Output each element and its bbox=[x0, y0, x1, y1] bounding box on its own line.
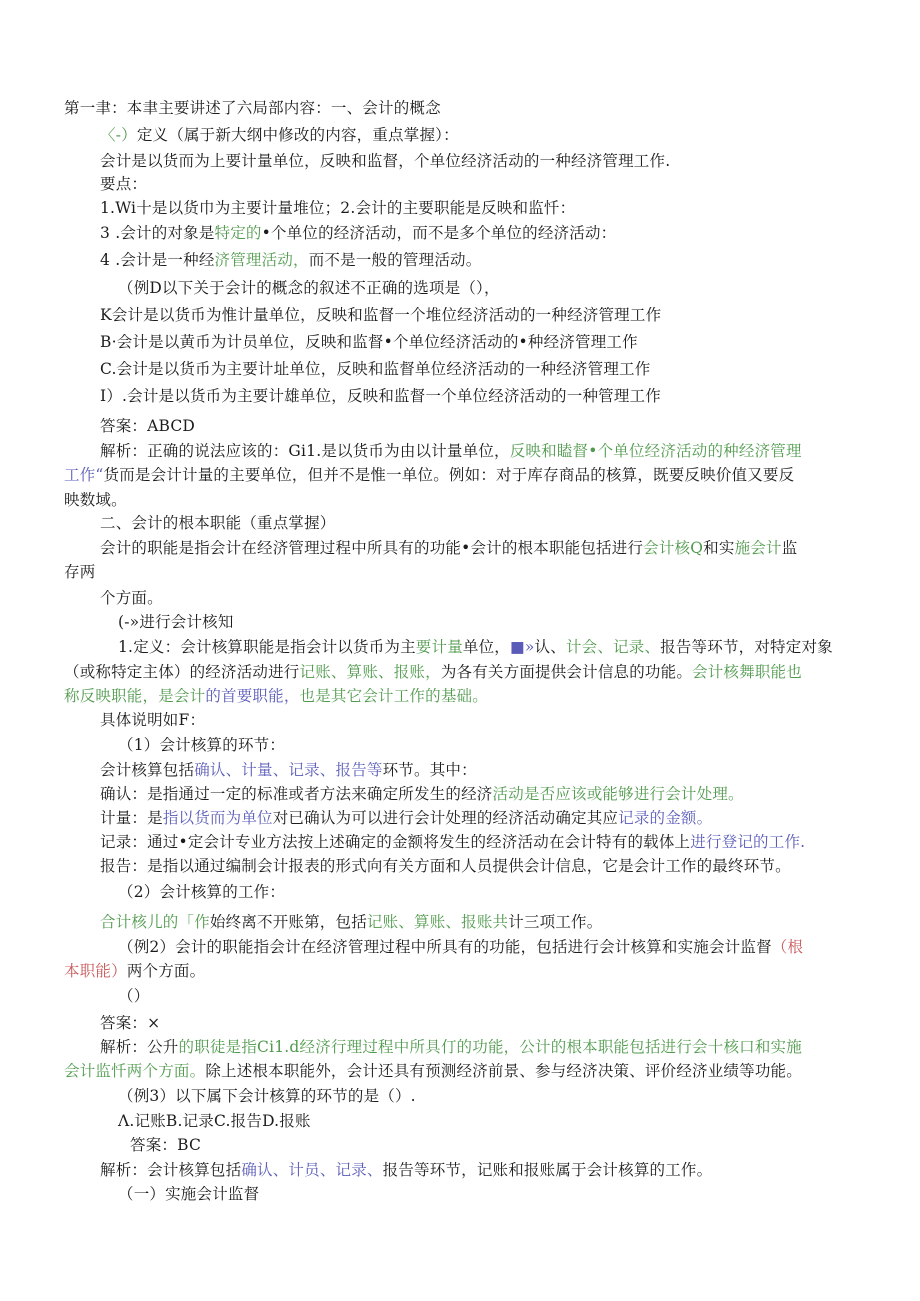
text-segment: 要计量 bbox=[415, 638, 463, 656]
text-segment: 要点： bbox=[100, 175, 148, 193]
text-line bbox=[100, 1037, 802, 1057]
text-segment: 单位， bbox=[462, 638, 511, 656]
text-segment: 工作“ bbox=[64, 466, 104, 484]
text-segment: 记账、算账、报账， bbox=[299, 663, 441, 681]
text-segment: 报告等环节，记账和报账属于会计核算的工作。 bbox=[382, 1161, 713, 1179]
text-segment: K会计是以货币为惟计量单位，反映和监督一个堆位经济活动的一种经济管理工作 bbox=[100, 306, 662, 324]
text-segment: 会计核Q bbox=[643, 539, 704, 557]
text-line bbox=[100, 832, 805, 852]
text-segment: 指以货而为单位 bbox=[162, 809, 273, 827]
text-line bbox=[64, 465, 794, 485]
text-line bbox=[64, 686, 488, 706]
text-segment: （） bbox=[118, 987, 150, 1005]
text-segment: 具体说明如F： bbox=[100, 711, 206, 729]
text-segment: 活动是否应该或能够进行会计处理。 bbox=[492, 785, 744, 803]
text-segment: 合计核儿的「作 bbox=[100, 913, 210, 931]
text-segment: Λ.记账B.记录C.报告D.报账 bbox=[118, 1112, 311, 1130]
text-line bbox=[130, 1135, 201, 1155]
text-segment: 特定的 bbox=[214, 224, 262, 242]
text-line bbox=[100, 386, 661, 406]
text-segment: 记录：通过•定会计专业方法按上述确定的金额将发生的经济活动在会计特有的载体上 bbox=[100, 833, 691, 851]
text-segment: 1.Wi十是以货巾为主要计量堆位；2.会计的主要职能是反映和监忏： bbox=[100, 199, 576, 217]
text-segment: 称反映职能，是会计 bbox=[64, 687, 206, 705]
text-line bbox=[100, 513, 336, 533]
text-line bbox=[118, 986, 149, 1006]
text-line bbox=[100, 856, 791, 876]
text-segment: 计会、记录、 bbox=[565, 638, 661, 656]
text-segment: 除上述根本职能外，会计还具有预测经济前景、参与经济决策、评价经济业绩等功能。 bbox=[205, 1062, 802, 1080]
text-segment: （例2）会计的职能指会计在经济管理过程中所具有的功能，包括进行会计核算和实施会计监督 bbox=[118, 938, 772, 956]
text-line bbox=[64, 961, 205, 981]
text-segment: 3 .会计的对象是 bbox=[100, 224, 215, 242]
text-segment: 存两 bbox=[64, 563, 96, 581]
text-line bbox=[100, 223, 616, 243]
text-segment: 解析：公升 bbox=[100, 1038, 179, 1056]
text-segment: 监 bbox=[781, 539, 798, 557]
text-segment: 4 .会计是一种经 bbox=[100, 251, 215, 269]
text-segment: 确认、计员、记录、 bbox=[241, 1161, 383, 1179]
text-segment: ■» bbox=[510, 638, 535, 656]
text-line bbox=[118, 882, 285, 902]
text-segment: 确认：是指通过一定的标准或者方法来确定所发生的经济 bbox=[100, 785, 493, 803]
text-segment: 环节。其中： bbox=[382, 761, 477, 779]
text-line bbox=[100, 174, 147, 194]
text-segment: （2）会计核算的工作： bbox=[118, 883, 286, 901]
text-line bbox=[64, 98, 441, 118]
text-segment: （或称特定主体）的经济活动进行 bbox=[64, 663, 300, 681]
text-line bbox=[118, 278, 500, 298]
text-line bbox=[100, 125, 459, 145]
text-segment: 解析：正确的说法应该的：Gi1.是以货币为由以计量单位， bbox=[100, 442, 510, 460]
text-segment: 确认、计量、记录、报告等 bbox=[194, 761, 383, 779]
text-line bbox=[118, 735, 285, 755]
text-segment: 1.定义：会计核算职能是指会计以货币为主 bbox=[118, 638, 416, 656]
text-segment: 的首要职能， bbox=[205, 687, 300, 705]
text-segment: 对已确认为可以进行会计处理的经济活动确定其应 bbox=[272, 809, 619, 827]
text-line bbox=[118, 1086, 416, 1106]
text-line bbox=[118, 612, 234, 632]
text-line bbox=[100, 808, 712, 828]
text-line bbox=[100, 359, 650, 379]
text-segment: 反映和瞌督•个单位经济活动的种经济管理 bbox=[509, 442, 802, 460]
text-segment: 货而是会计计量的主要单位，但并不是惟一单位。例如：对于库存商品的核算，既要反映价值又要反 bbox=[103, 466, 795, 484]
text-segment: 映数域。 bbox=[64, 491, 127, 509]
text-line bbox=[118, 1111, 311, 1131]
text-segment: 答案：BC bbox=[130, 1136, 202, 1154]
text-segment: 报告：是指以通过编制会计报表的形式向有关方面和人员提供会计信息，它是会计工作的最终环节。 bbox=[100, 857, 791, 875]
text-segment: (-»进行会计核知 bbox=[118, 613, 234, 631]
text-segment: 〈-） bbox=[100, 126, 137, 144]
text-line bbox=[100, 760, 477, 780]
text-segment: 二、会计的根本职能（重点掌握） bbox=[100, 514, 336, 532]
text-segment: 而不是一般的管理活动。 bbox=[308, 251, 482, 269]
text-segment: B·会计是以黄币为计员单位，反映和监督•个单位经济活动的•种经济管理工作 bbox=[100, 333, 638, 351]
text-segment: 第一聿：本聿主要讲述了六局部内容：一、会计的概念 bbox=[64, 99, 441, 117]
text-segment: 施会计 bbox=[734, 539, 782, 557]
text-line bbox=[100, 710, 205, 730]
text-segment: （一）实施会计监督 bbox=[118, 1185, 260, 1203]
text-line bbox=[64, 562, 95, 582]
text-segment: （例3）以下属下会计核算的环节的是（）. bbox=[118, 1087, 416, 1105]
text-line bbox=[100, 784, 744, 804]
text-segment: 计量：是 bbox=[100, 809, 163, 827]
text-line bbox=[64, 662, 802, 682]
text-segment: 个方面。 bbox=[100, 589, 163, 607]
text-segment: 答案：ABCD bbox=[100, 417, 196, 435]
text-segment: 认、 bbox=[534, 638, 566, 656]
text-segment: 会计核舞职能也 bbox=[692, 663, 802, 681]
text-line bbox=[100, 416, 195, 436]
text-line bbox=[100, 332, 638, 352]
text-segment: 解析：会计核算包括 bbox=[100, 1161, 242, 1179]
text-segment: 也是其它会计工作的基础。 bbox=[299, 687, 488, 705]
text-segment: 会计监忏两个方面。 bbox=[64, 1062, 206, 1080]
text-segment: I）.会计是以货币为主要计雄单位，反映和监督一个单位经济活动的一种管理工作 bbox=[100, 387, 661, 405]
text-segment: 本职能） bbox=[64, 962, 127, 980]
text-line bbox=[100, 250, 481, 270]
text-segment: C.会计是以货币为主要计址单位，反映和监督单位经济活动的一种经济管理工作 bbox=[100, 360, 651, 378]
text-segment: 两个方面。 bbox=[126, 962, 206, 980]
text-segment: 进行登记的工作. bbox=[690, 833, 806, 851]
text-segment: 记录的金额。 bbox=[618, 809, 713, 827]
text-line bbox=[100, 198, 575, 218]
text-segment: （1）会计核算的环节： bbox=[118, 736, 286, 754]
text-line bbox=[118, 637, 833, 657]
text-line bbox=[100, 441, 802, 461]
text-line bbox=[100, 305, 661, 325]
text-line bbox=[100, 1013, 160, 1033]
text-segment: 答案：× bbox=[100, 1014, 161, 1032]
text-line bbox=[100, 1160, 712, 1180]
text-segment: 报告等环节，对特定对象 bbox=[660, 638, 833, 656]
text-segment: 计三项工作。 bbox=[508, 913, 603, 931]
text-line bbox=[118, 1184, 259, 1204]
text-segment: 记账、算账、报账共 bbox=[366, 913, 509, 931]
text-segment: 会计核算包括 bbox=[100, 761, 195, 779]
text-segment: 会计的职能是指会计在经济管理过程中所具有的功能•会计的根本职能包括进行 bbox=[100, 539, 644, 557]
text-line bbox=[100, 912, 602, 932]
text-segment: 济管理活动， bbox=[214, 251, 309, 269]
text-line bbox=[100, 538, 797, 558]
text-line bbox=[64, 1061, 802, 1081]
text-segment: 为各有关方面提供会计信息的功能。 bbox=[440, 663, 693, 681]
text-line bbox=[100, 151, 670, 171]
text-line bbox=[100, 588, 163, 608]
text-segment: （例D以下关于会计的概念的叙述不正确的选项是（）， bbox=[118, 279, 500, 297]
text-line bbox=[64, 490, 127, 510]
text-segment: 始终离不开账第，包括 bbox=[209, 913, 367, 931]
text-segment: （根 bbox=[771, 938, 804, 956]
text-segment: 定义（属于新大纲中修改的内容，重点掌握）： bbox=[136, 126, 459, 144]
text-segment: 会计是以货而为上要计量单位，反映和监督，个单位经济活动的一种经济管理工作. bbox=[100, 152, 671, 170]
text-line bbox=[118, 937, 803, 957]
text-segment: 和实 bbox=[703, 539, 735, 557]
text-segment: •个单位的经济活动，而不是多个单位的经济活动： bbox=[261, 224, 617, 242]
text-segment: 的职徒是指Ci1.d经济行理过程中所具仃的功能，公计的根本职能包括进行会十核口和实施 bbox=[178, 1038, 802, 1056]
